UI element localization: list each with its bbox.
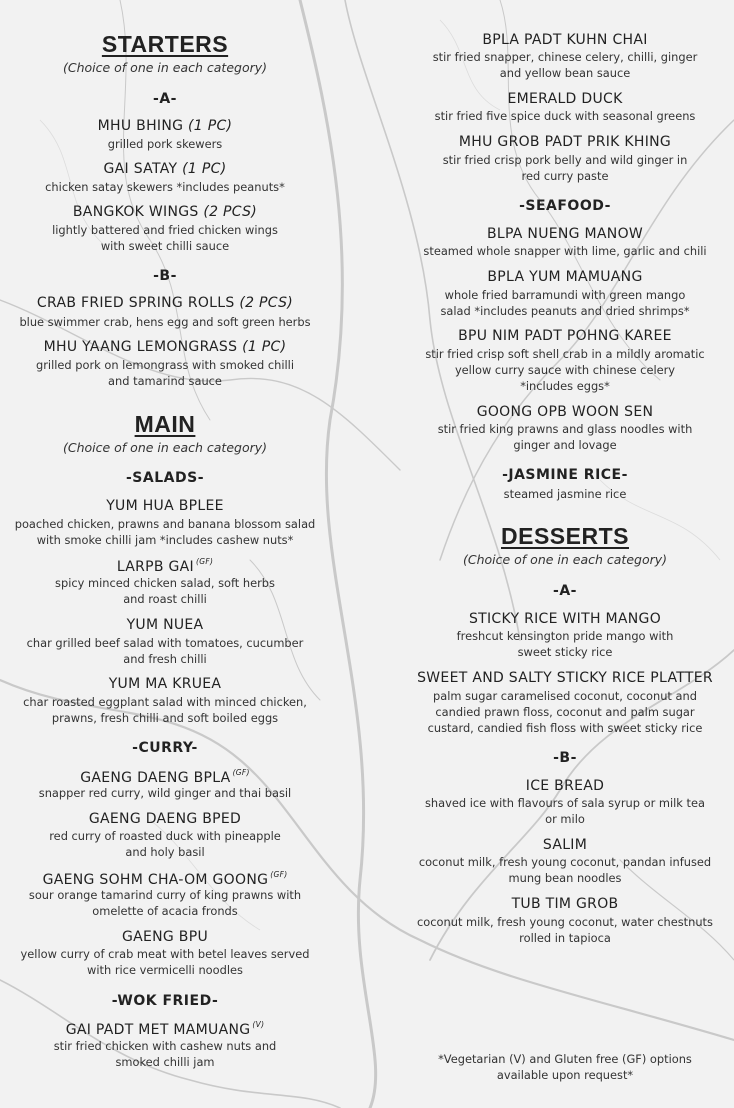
menu-item-desc: mung bean noodles — [508, 871, 622, 885]
menu-item-name: YUM MA KRUEA — [108, 676, 222, 692]
menu-item-name: GAI SATAY (1 PC) — [103, 161, 227, 177]
menu-item-desc: char grilled beef salad with tomatoes, cucumber — [26, 636, 304, 650]
menu-item-name: BPLA YUM MAMUANG — [487, 269, 643, 285]
menu-item-desc: steamed jasmine rice — [503, 487, 627, 501]
menu-item-desc: or milo — [545, 812, 585, 826]
menu-item-name: CRAB FRIED SPRING ROLLS (2 PCS) — [36, 295, 294, 311]
menu-item-desc: chicken satay skewers *includes peanuts* — [45, 180, 285, 194]
menu-item-desc: steamed whole snapper with lime, garlic and chili — [423, 244, 707, 258]
menu-item-desc: omelette of acacia fronds — [92, 904, 238, 918]
menu-item-desc: snapper red curry, wild ginger and thai basil — [38, 786, 292, 800]
menu-item-desc: prawns, fresh chilli and soft boiled eggs — [51, 711, 279, 725]
menu-item-desc: ginger and lovage — [513, 438, 617, 452]
menu-item-desc: with smoke chilli jam *includes cashew nuts* — [36, 533, 294, 547]
desserts-category-b: -B- — [553, 750, 577, 766]
menu-item-desc: with sweet chilli sauce — [100, 239, 230, 253]
menu-item-desc: and tamarind sauce — [108, 374, 222, 388]
starters-title: STARTERS — [101, 31, 229, 57]
menu-item-name: BLPA NUENG MANOW — [486, 226, 644, 242]
menu-item-name: YUM HUA BPLEE — [106, 498, 224, 514]
menu-item-desc: with rice vermicelli noodles — [87, 963, 243, 977]
menu-item-name: BPU NIM PADT POHNG KAREE — [458, 328, 672, 344]
menu-item-name: STICKY RICE WITH MANGO — [468, 611, 662, 627]
footnote: available upon request* — [496, 1068, 634, 1082]
main-title: MAIN — [134, 411, 196, 437]
menu-item-desc: candied prawn floss, coconut and palm sugar — [435, 705, 695, 719]
menu-item-desc: salad *includes peanuts and dried shrimps* — [440, 304, 690, 318]
salads-category: -SALADS- — [126, 470, 204, 486]
menu-item-name: BPLA PADT KUHN CHAI — [482, 32, 648, 48]
menu-item-desc: stir fried king prawns and glass noodles with — [437, 422, 693, 436]
menu-item-desc: custard, candied fish floss with sweet sticky rice — [427, 721, 703, 735]
menu-item-desc: stir fried crisp soft shell crab in a mildly aromatic — [425, 347, 705, 361]
menu-item-desc: grilled pork skewers — [107, 137, 223, 151]
menu-item-name: MHU BHING (1 PC) — [97, 118, 233, 134]
menu-item-desc: sour orange tamarind curry of king prawns with — [28, 888, 302, 902]
menu-item-desc: smoked chilli jam — [115, 1055, 215, 1069]
menu-item-desc: coconut milk, fresh young coconut, pandan infused — [418, 855, 712, 869]
menu-item-name: SWEET AND SALTY STICKY RICE PLATTER — [417, 670, 713, 686]
seafood-category: -SEAFOOD- — [519, 198, 611, 214]
main-subtitle: (Choice of one in each category) — [62, 440, 268, 455]
desserts-category-a: -A- — [553, 583, 577, 599]
menu-item-desc: coconut milk, fresh young coconut, water chestnuts — [417, 915, 713, 929]
menu-item-desc: freshcut kensington pride mango with — [456, 629, 674, 643]
menu-item-desc: *includes eggs* — [520, 379, 610, 393]
menu-item-desc: lightly battered and fried chicken wings — [52, 223, 278, 237]
menu-item-desc: blue swimmer crab, hens egg and soft green herbs — [19, 315, 311, 329]
desserts-title: DESSERTS — [501, 523, 629, 549]
menu-item-desc: stir fried chicken with cashew nuts and — [53, 1039, 277, 1053]
menu-item-desc: shaved ice with flavours of sala syrup or milk tea — [425, 796, 705, 810]
menu-item-desc: char roasted eggplant salad with minced chicken, — [23, 695, 307, 709]
footnote: *Vegetarian (V) and Gluten free (GF) options — [438, 1052, 692, 1066]
menu-item-desc: red curry paste — [521, 169, 609, 183]
menu-item-desc: yellow curry of crab meat with betel leaves served — [20, 947, 310, 961]
menu-item-desc: and yellow bean sauce — [499, 66, 631, 80]
menu-item-desc: poached chicken, prawns and banana blossom salad — [14, 517, 316, 531]
desserts-subtitle: (Choice of one in each category) — [462, 552, 668, 567]
menu-item-name: GAENG DAENG BPLA $^{(GF)}$ — [80, 768, 250, 786]
menu-item-name: MHU GROB PADT PRIK KHING — [458, 134, 672, 150]
menu-item-desc: stir fried five spice duck with seasonal greens — [434, 109, 696, 123]
menu-item-name: MHU YAANG LEMONGRASS (1 PC) — [43, 339, 287, 355]
menu-item-desc: palm sugar caramelised coconut, coconut and — [433, 689, 697, 703]
menu-item-name: GOONG OPB WOON SEN — [476, 404, 654, 420]
starters-category-a: -A- — [153, 91, 177, 107]
menu-item-name: YUM NUEA — [126, 617, 204, 633]
curry-category: -CURRY- — [132, 740, 198, 756]
menu-item-name: GAENG SOHM CHA-OM GOONG $^{(GF)}$ — [42, 870, 288, 888]
menu-item-name: BANGKOK WINGS (2 PCS) — [72, 204, 258, 220]
menu-item-name: GAENG DAENG BPED — [88, 811, 242, 827]
menu-item-name: TUB TIM GROB — [511, 896, 619, 912]
menu-item-desc: grilled pork on lemongrass with smoked chilli — [36, 358, 294, 372]
menu-item-name: LARPB GAI $^{(GF)}$ — [116, 557, 214, 575]
menu-item-desc: whole fried barramundi with green mango — [444, 288, 686, 302]
menu-item-desc: stir fried snapper, chinese celery, chilli, ginger — [432, 50, 698, 64]
menu-item-desc: stir fried crisp pork belly and wild ginger in — [442, 153, 688, 167]
menu-item-name: ICE BREAD — [525, 778, 605, 794]
menu-item-name: GAI PADT MET MAMUANG $^{(V)}$ — [65, 1020, 265, 1038]
menu-item-desc: spicy minced chicken salad, soft herbs — [55, 576, 275, 590]
menu-item-desc: and fresh chilli — [123, 652, 207, 666]
starters-category-b: -B- — [153, 268, 177, 284]
menu-item-name: GAENG BPU — [121, 929, 209, 945]
jasmine-rice-category: -JASMINE RICE- — [502, 467, 628, 483]
wok-fried-category: -WOK FRIED- — [111, 993, 219, 1009]
menu-item-desc: yellow curry sauce with chinese celery — [454, 363, 676, 377]
menu-item-desc: rolled in tapioca — [519, 931, 611, 945]
menu-item-name: EMERALD DUCK — [507, 91, 623, 107]
menu-item-desc: and roast chilli — [123, 592, 207, 606]
starters-subtitle: (Choice of one in each category) — [62, 60, 268, 75]
menu-item-desc: and holy basil — [125, 845, 205, 859]
menu-item-desc: sweet sticky rice — [517, 645, 613, 659]
menu-item-desc: red curry of roasted duck with pineapple — [49, 829, 281, 843]
menu-item-name: SALIM — [542, 837, 588, 853]
